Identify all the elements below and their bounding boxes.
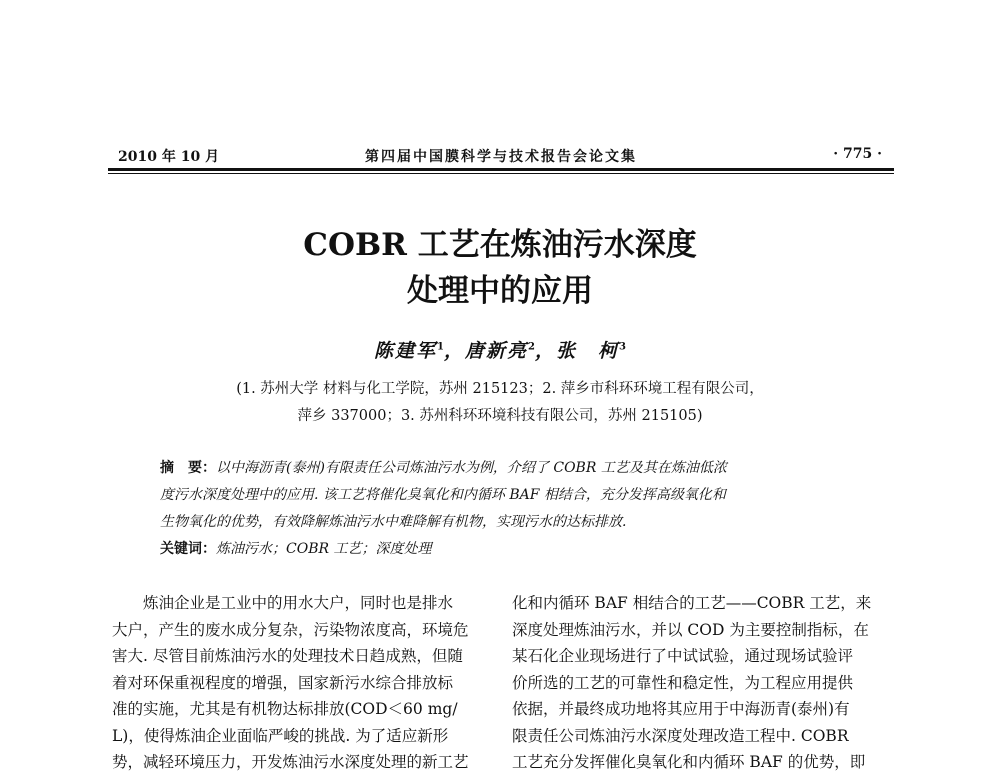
abstract-label: 摘 要： <box>160 460 216 476</box>
body-line: 大户，产生的废水成分复杂，污染物浓度高，环境危 <box>112 620 469 639</box>
body-line: 着对环保重视程度的增强，国家新污水综合排放标 <box>112 673 454 692</box>
title-line-2: 处理中的应用 <box>407 273 593 309</box>
body-line: 依据，并最终成功地将其应用于中海沥青(泰州)有 <box>512 700 850 718</box>
header-proceedings-title: 第四届中国膜科学与技术报告会论文集 <box>365 149 637 165</box>
abstract-line-1 <box>160 455 860 482</box>
author-name: 唐新亮 <box>465 340 529 362</box>
body-line: 害大. 尽管目前炼油污水的处理技术日趋成熟，但随 <box>112 647 463 665</box>
body-line: L)，使得炼油企业面临严峻的挑战. 为了适应新形 <box>112 726 449 745</box>
author-list <box>0 336 1000 363</box>
body-line: 深度处理炼油污水，并以 COD 为主要控制指标，在 <box>512 620 869 639</box>
body-line: 工艺充分发挥催化臭氧化和内循环 BAF 的优势，即 <box>512 753 866 771</box>
author-name: 陈建军 <box>374 340 438 362</box>
running-header <box>108 146 894 168</box>
abstract-line-3: 生物氧化的优势，有效降解炼油污水中难降解有机物，实现污水的达标排放. <box>160 514 627 530</box>
abstract-line-2: 度污水深度处理中的应用. 该工艺将催化臭氧化和内循环 BAF 相结合，充分发挥高级氧化和 <box>160 487 726 503</box>
abstract-block <box>160 455 860 563</box>
author-separator: ， <box>534 340 556 362</box>
body-line: 价所选的工艺的可靠性和稳定性，为工程应用提供 <box>512 673 854 692</box>
affiliation-line-1: (1. 苏州大学 材料与化工学院，苏州 215123；2. 萍乡市科环环境工程有限公司， <box>236 381 764 397</box>
author-name: 张 柯 <box>556 340 620 362</box>
title-line-1: COBR 工艺在炼油污水深度 <box>303 227 697 263</box>
body-line: 准的实施，尤其是有机物达标排放(COD＜60 mg/ <box>112 700 458 718</box>
keywords-text: 炼油污水；COBR 工艺；深度处理 <box>216 541 432 557</box>
affiliations <box>0 376 1000 430</box>
body-line: 势，减轻环境压力，开发炼油污水深度处理的新工艺 <box>112 753 469 771</box>
author-affil-mark: 3 <box>619 341 626 353</box>
keywords-label: 关键词： <box>160 541 216 557</box>
author-separator: ， <box>443 340 465 362</box>
body-line: 化和内循环 BAF 相结合的工艺——COBR 工艺，来 <box>512 594 872 612</box>
header-page-number: · 775 · <box>833 146 882 162</box>
body-column-right <box>512 590 884 776</box>
body-column-left <box>112 590 484 776</box>
affiliation-line-2: 萍乡 337000；3. 苏州科环环境科技有限公司，苏州 215105) <box>297 408 703 424</box>
author-affil-mark: 2 <box>528 341 535 353</box>
body-line: 炼油企业是工业中的用水大户，同时也是排水 <box>112 594 454 612</box>
abstract-text: 以中海沥青(泰州)有限责任公司炼油污水为例，介绍了 COBR 工艺及其在炼油低浓 <box>216 460 727 476</box>
body-line: 某石化企业现场进行了中试试验，通过现场试验评 <box>512 647 854 665</box>
header-rule-thin <box>108 173 894 174</box>
body-line: 限责任公司炼油污水深度处理改造工程中. COBR <box>512 726 849 745</box>
header-date: 2010 年 10 月 <box>118 149 220 165</box>
keywords-line <box>160 536 860 563</box>
paper-title <box>0 222 1000 314</box>
author-affil-mark: 1 <box>437 341 444 353</box>
header-rule-thick <box>108 168 894 171</box>
